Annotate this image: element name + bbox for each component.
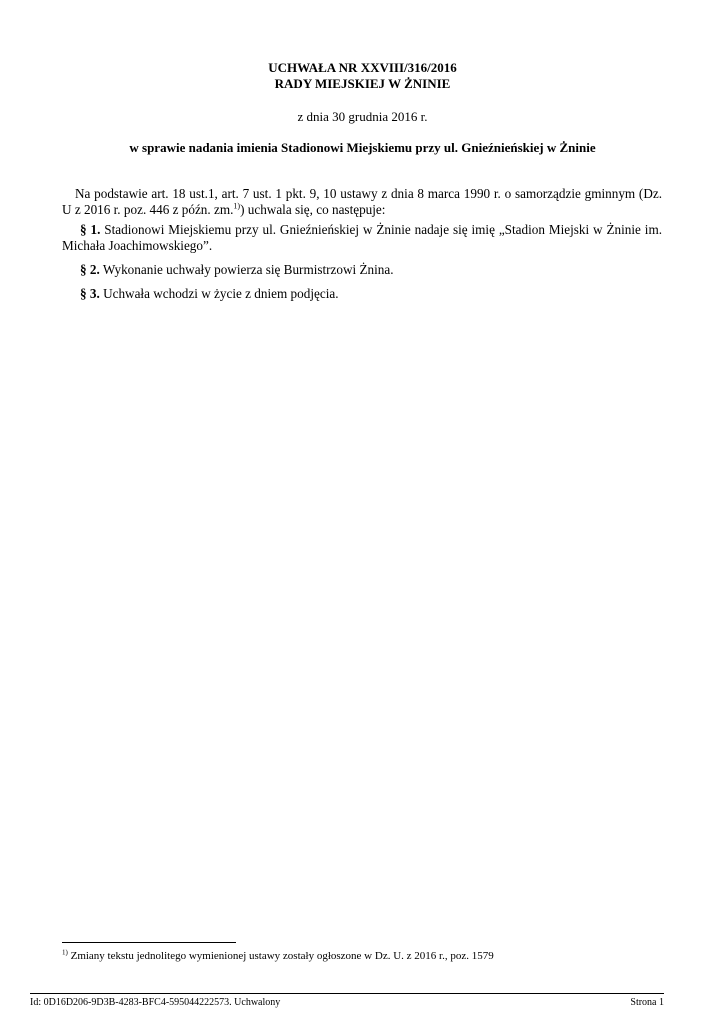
preamble-text-after: ) uchwala się, co następuje: (240, 202, 386, 217)
footnote-text: Zmiany tekstu jednolitego wymienionej ustawy zostały ogłoszone w Dz. U. z 2016 r., poz. 1579 (67, 950, 494, 962)
council-name-title: RADY MIEJSKIEJ W ŻNINIE (274, 76, 451, 91)
preamble-paragraph (62, 186, 662, 218)
section-1-text: Stadionowi Miejskiemu przy ul. Gnieźnieńskiej w Żninie nadaje się imię „Stadion Miejski w Żninie im. Michała Joachimowskiego”. (62, 222, 663, 253)
preamble-text-before: Na podstawie art. 18 ust.1, art. 7 ust. 1 pkt. 9, 10 ustawy z dnia 8 marca 1990 r. o samorządzie gminnym (Dz. U z 2016 r. poz. 446 z późn. zm. (62, 186, 662, 217)
footnote-marker: 1) (62, 948, 68, 957)
footnote-divider (62, 942, 236, 943)
section-3-paragraph (62, 286, 662, 302)
page-number: Strona 1 (630, 997, 664, 1008)
section-2-text: Wykonanie uchwały powierza się Burmistrzowi Żnina. (99, 262, 394, 277)
footer-divider (30, 993, 664, 994)
footnote (62, 949, 682, 963)
resolution-number-title: UCHWAŁA NR XXVIII/316/2016 (268, 60, 457, 75)
footnote-reference: 1) (233, 201, 241, 211)
section-2-paragraph (62, 262, 662, 278)
section-2-marker: § 2. (80, 262, 100, 277)
section-1-marker: § 1. (80, 222, 101, 237)
section-1-paragraph (62, 222, 662, 254)
resolution-subject: w sprawie nadania imienia Stadionowi Miejskiemu przy ul. Gnieźnieńskiej w Żninie (129, 140, 596, 155)
section-3-marker: § 3. (80, 286, 100, 301)
resolution-date: z dnia 30 grudnia 2016 r. (297, 109, 428, 124)
document-id: Id: 0D16D206-9D3B-4283-BFC4-595044222573. Uchwalony (30, 997, 281, 1008)
section-3-text: Uchwała wchodzi w życie z dniem podjęcia. (99, 286, 339, 301)
